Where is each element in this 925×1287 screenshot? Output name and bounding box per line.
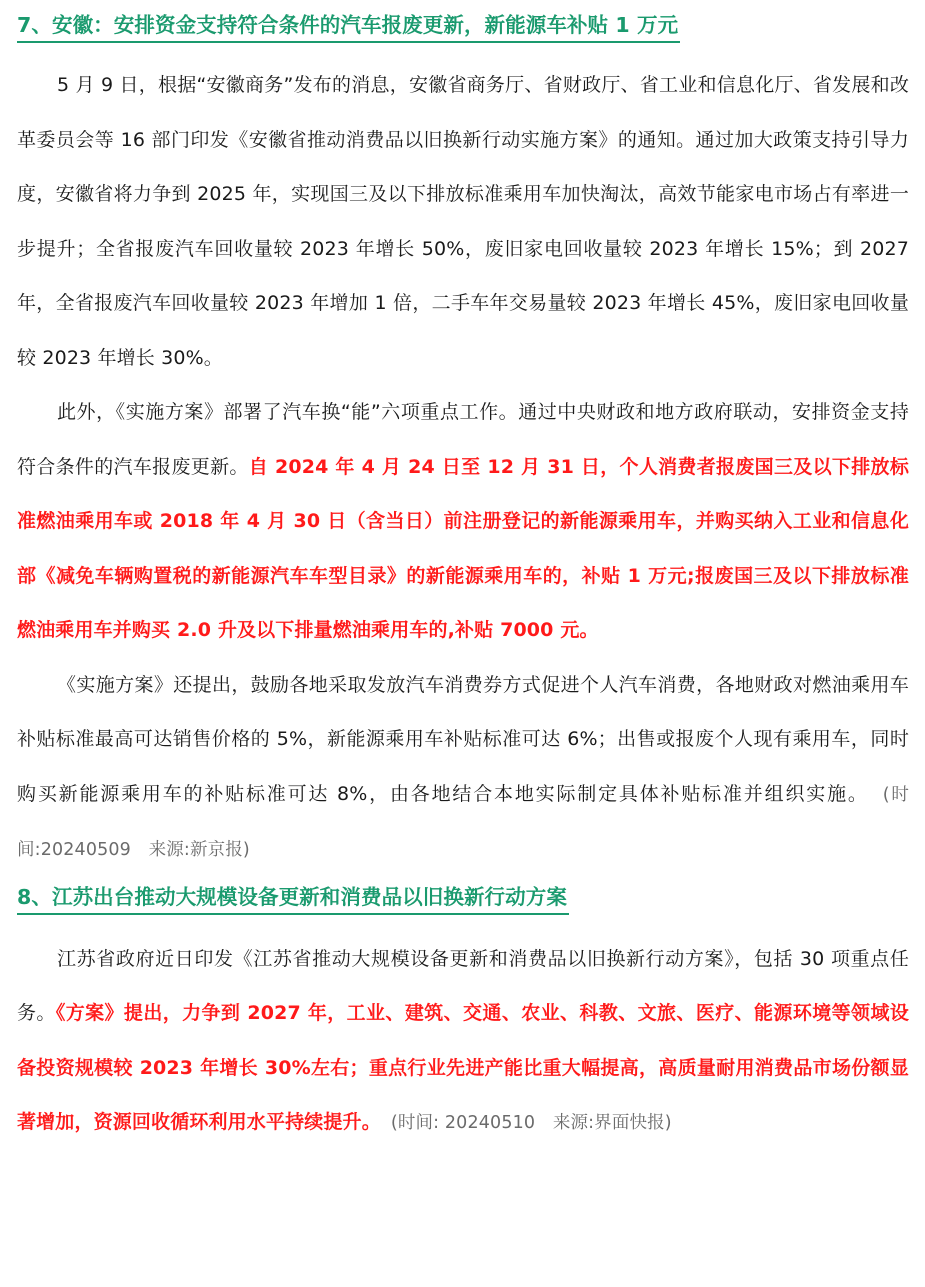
- section-8-header: [17, 882, 909, 926]
- section-7-paragraph-2: [17, 385, 909, 658]
- source-meta: (时间:20240509 来源:新京报): [17, 784, 909, 860]
- paragraph-text: 江苏省政府近日印发《江苏省推动大规模设备更新和消费品以旧换新行动方案》，包括 30 项重点任务。: [17, 947, 909, 1024]
- paragraph-highlight: 《方案》提出，力争到 2027 年，工业、建筑、交通、农业、科教、文旅、医疗、能源环境等领域设备投资规模较 2023 年增长 30%左右；重点行业先进产能比重大幅提高，高质量耐用消费品市场份额显著增加，资源回收循环利用水平持续提升。: [17, 1002, 909, 1133]
- section-8-title: 8、江苏出台推动大规模设备更新和消费品以旧换新行动方案: [17, 882, 569, 915]
- paragraph-highlight: 自 2024 年 4 月 24 日至 12 月 31 日，个人消费者报废国三及以下排放标准燃油乘用车或 2018 年 4 月 30 日（含当日）前注册登记的新能源乘用车，并购买纳入工业和信息化部《减免车辆购置税的新能源汽车车型目录》的新能源乘用车的，补贴 1 万元;报废国三及以下排放标准燃油乘用车并购买 2.0 升及以下排量燃油乘用车的,补贴 7000 元。: [17, 455, 909, 641]
- source-meta: (时间: 20240510 来源:界面快报): [390, 1113, 672, 1133]
- section-7-header: [17, 10, 909, 54]
- section-7-title: 7、安徽：安排资金支持符合条件的汽车报废更新，新能源车补贴 1 万元: [17, 10, 680, 43]
- section-7-paragraph-3: [17, 658, 909, 878]
- section-7-paragraph-1: [17, 58, 909, 385]
- section-8-paragraph-1: [17, 932, 909, 1151]
- paragraph-text: 《实施方案》还提出，鼓励各地采取发放汽车消费券方式促进个人汽车消费，各地财政对燃油乘用车补贴标准最高可达销售价格的 5%，新能源乘用车补贴标准可达 6%；出售或报废个人现有乘用车，同时购买新能源乘用车的补贴标准可达 8%，由各地结合本地实际制定具体补贴标准并组织实施。: [17, 673, 909, 805]
- paragraph-text: 5 月 9 日，根据“安徽商务”发布的消息，安徽省商务厅、省财政厅、省工业和信息化厅、省发展和改革委员会等 16 部门印发《安徽省推动消费品以旧换新行动实施方案》的通知。通过加大政策支持引导力度，安徽省将力争到 2025 年，实现国三及以下排放标准乘用车加快淘汰，高效节能家电市场占有率进一步提升；全省报废汽车回收量较 2023 年增长 50%，废旧家电回收量较 2023 年增长 15%；到 2027 年，全省报废汽车回收量较 2023 年增加 1 倍，二手车年交易量较 2023 年增长 45%，废旧家电回收量较 2023 年增长 30%。: [17, 74, 909, 369]
- paragraph-text: 此外，《实施方案》部署了汽车换“能”六项重点工作。通过中央财政和地方政府联动，安排资金支持符合条件的汽车报废更新。: [17, 401, 909, 478]
